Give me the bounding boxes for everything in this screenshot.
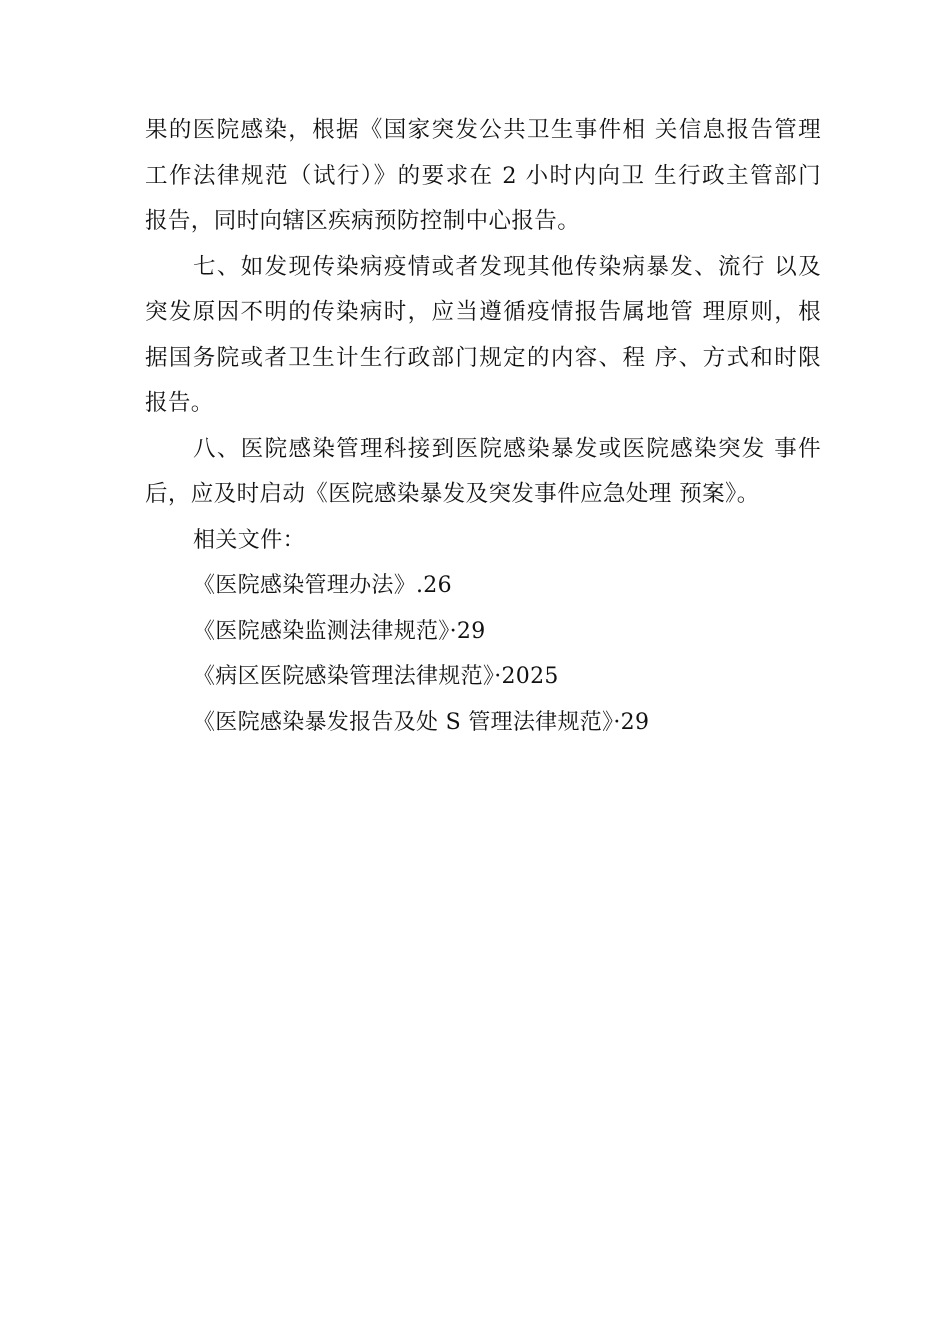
text-line: 据国务院或者卫生计生行政部门规定的内容、程 序、方式和时限 (145, 344, 821, 371)
text-line: 果的医院感染，根据《国家突发公共卫生事件相 关信息报告管理 (145, 117, 821, 143)
related-files-heading: 相关文件： (193, 527, 306, 553)
paragraph-eight (145, 427, 821, 518)
related-files-list (145, 563, 821, 745)
paragraph-continued (145, 108, 821, 245)
text-line: 突发原因不明的传染病时，应当遵循疫情报告属地管 理原则，根 (145, 299, 821, 325)
related-file-item: 《医院感染暴发报告及处 S 管理法律规范》·29 (193, 709, 650, 735)
paragraph-seven (145, 245, 821, 427)
document-body (145, 108, 821, 745)
text-line: 七、如发现传染病疫情或者发现其他传染病暴发、流行 以及 (193, 253, 821, 280)
related-file-item: 《病区医院感染管理法律规范》·2025 (193, 664, 559, 689)
text-line: 工作法律规范（试行）》的要求在 2 小时内向卫 生行政主管部门 (145, 162, 821, 189)
text-line: 八、医院感染管理科接到医院感染暴发或医院感染突发 事件 (193, 435, 821, 462)
related-file-item: 《医院感染监测法律规范》·29 (193, 618, 486, 644)
related-file-item: 《医院感染管理办法》.26 (193, 573, 452, 598)
text-line: 报告，同时向辖区疾病预防控制中心报告。 (145, 208, 581, 234)
text-line: 报告。 (145, 390, 214, 416)
text-line: 后，应及时启动《医院感染暴发及突发事件应急处理 预案》。 (145, 481, 760, 507)
